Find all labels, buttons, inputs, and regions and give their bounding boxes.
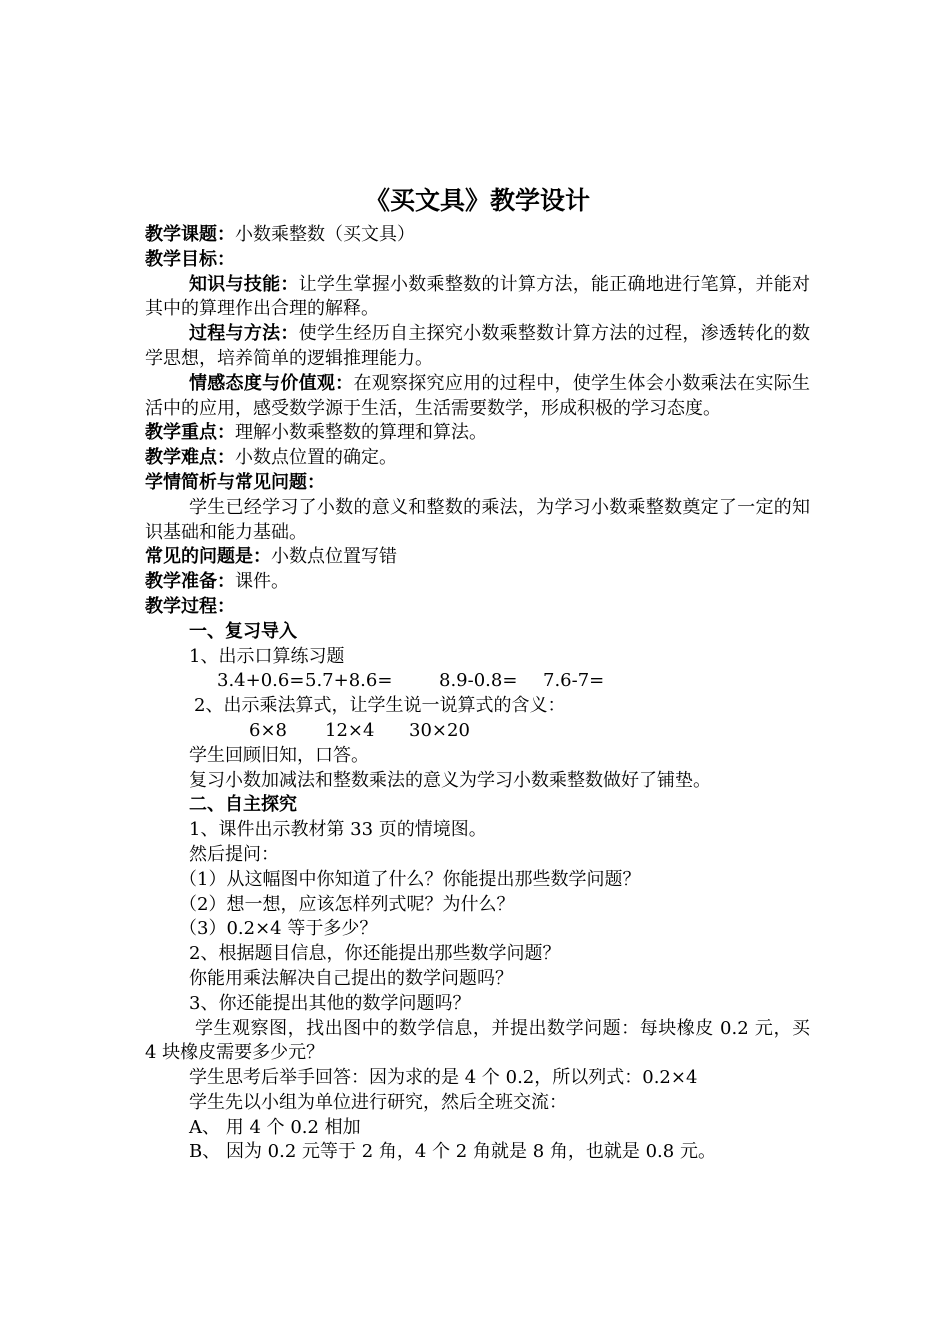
key-point-line <box>145 421 810 446</box>
analysis-text: 学生已经学习了小数的意义和整数的乘法，为学习小数乘整数奠定了一定的知识基础和能力基础。 <box>145 496 810 543</box>
calc-expr: 7.6-7= <box>543 670 605 692</box>
goal-attitude-label: 情感态度与价值观： <box>189 372 354 394</box>
goal-process-text: 使学生经历自主探究小数乘整数计算方法的过程，渗透转化的数学思想，培养简单的逻辑推理能力。 <box>145 323 811 369</box>
explore-line: 学生先以小组为单位进行研究，然后全班交流： <box>189 1091 567 1113</box>
topic-value: 小数乘整数（买文具） <box>235 224 415 245</box>
explore-line: 2、根据题目信息，你还能提出那些数学问题？ <box>189 943 561 965</box>
goal-knowledge-label: 知识与技能： <box>189 273 299 295</box>
explore-line: 3、你还能提出其他的数学问题吗？ <box>189 992 471 1014</box>
preparation-line <box>145 570 810 595</box>
common-issue-line <box>145 545 810 570</box>
goal-process <box>145 322 810 372</box>
review-item-1: 1、出示口算练习题 <box>189 645 345 667</box>
difficulty-line <box>145 446 810 471</box>
explore-line: 然后提问： <box>189 843 279 865</box>
difficulty-value: 小数点位置的确定。 <box>235 447 397 469</box>
review-paragraph-1: 学生回顾旧知，口答。 <box>189 744 369 766</box>
explore-line: 1、课件出示教材第 33 页的情境图。 <box>189 819 487 841</box>
difficulty-label: 教学难点： <box>145 447 235 469</box>
explore-option-b: B、 因为 0.2 元等于 2 角，4 个 2 角就是 8 角，也就是 0.8 元。 <box>189 1141 716 1163</box>
explore-option-a: A、 用 4 个 0.2 相加 <box>189 1116 361 1138</box>
goals-label: 教学目标： <box>145 248 235 270</box>
key-point-label: 教学重点： <box>145 422 235 444</box>
preparation-value: 课件。 <box>235 571 289 593</box>
goal-knowledge <box>145 273 810 323</box>
document-page <box>145 183 810 1165</box>
goal-attitude-text: 在观察探究应用的过程中，使学生体会小数乘法在实际生活中的应用，感受数学源于生活，生活需要数学，形成积极的学习态度。 <box>145 372 811 419</box>
preparation-label: 教学准备： <box>145 571 235 593</box>
explore-line: 你能用乘法解决自己提出的数学问题吗？ <box>189 967 513 989</box>
explore-question: （2）想一想，应该怎样列式呢？为什么？ <box>179 893 515 915</box>
calc-expr: 3.4+0.6= <box>217 670 305 692</box>
explore-line: 学生思考后举手回答：因为求的是 4 个 0.2，所以列式：0.2×4 <box>189 1067 698 1089</box>
goal-process-label: 过程与方法： <box>189 323 299 345</box>
mult-expr: 12×4 <box>325 719 375 741</box>
document-title: 《买文具》教学设计 <box>364 186 590 215</box>
goal-knowledge-text: 让学生掌握小数乘整数的计算方法，能正确地进行笔算，并能对其中的算理作出合理的解释。 <box>145 273 811 320</box>
goal-attitude <box>145 372 810 422</box>
mental-calc-row <box>145 669 810 694</box>
review-item-2: 2、出示乘法算式，让学生说一说算式的含义： <box>194 695 566 717</box>
topic-line <box>145 223 810 248</box>
calc-expr: 8.9-0.8= <box>439 670 518 692</box>
mult-row <box>145 719 810 744</box>
review-paragraph-2: 复习小数加减法和整数乘法的意义为学习小数乘整数做好了铺垫。 <box>189 769 711 791</box>
mult-expr: 6×8 <box>249 719 287 741</box>
topic-label: 教学课题： <box>145 224 235 245</box>
key-point-value: 理解小数乘整数的算理和算法。 <box>235 422 487 444</box>
calc-expr: 5.7+8.6= <box>305 670 393 692</box>
explore-paragraph: 学生观察图，找出图中的数学信息，并提出数学问题：每块橡皮 0.2 元，买 4 块橡皮需要多少元？ <box>145 1017 810 1064</box>
section-explore-heading: 二、自主探究 <box>189 794 297 816</box>
section-review-heading: 一、复习导入 <box>189 620 297 642</box>
mult-expr: 30×20 <box>409 719 470 741</box>
common-issue-value: 小数点位置写错 <box>271 546 397 568</box>
process-label: 教学过程： <box>145 595 235 617</box>
explore-question: （3）0.2×4 等于多少？ <box>179 918 378 940</box>
explore-question: （1）从这幅图中你知道了什么？你能提出那些数学问题？ <box>179 868 641 890</box>
common-issue-label: 常见的问题是： <box>145 546 271 568</box>
analysis-label: 学情简析与常见问题： <box>145 471 325 493</box>
